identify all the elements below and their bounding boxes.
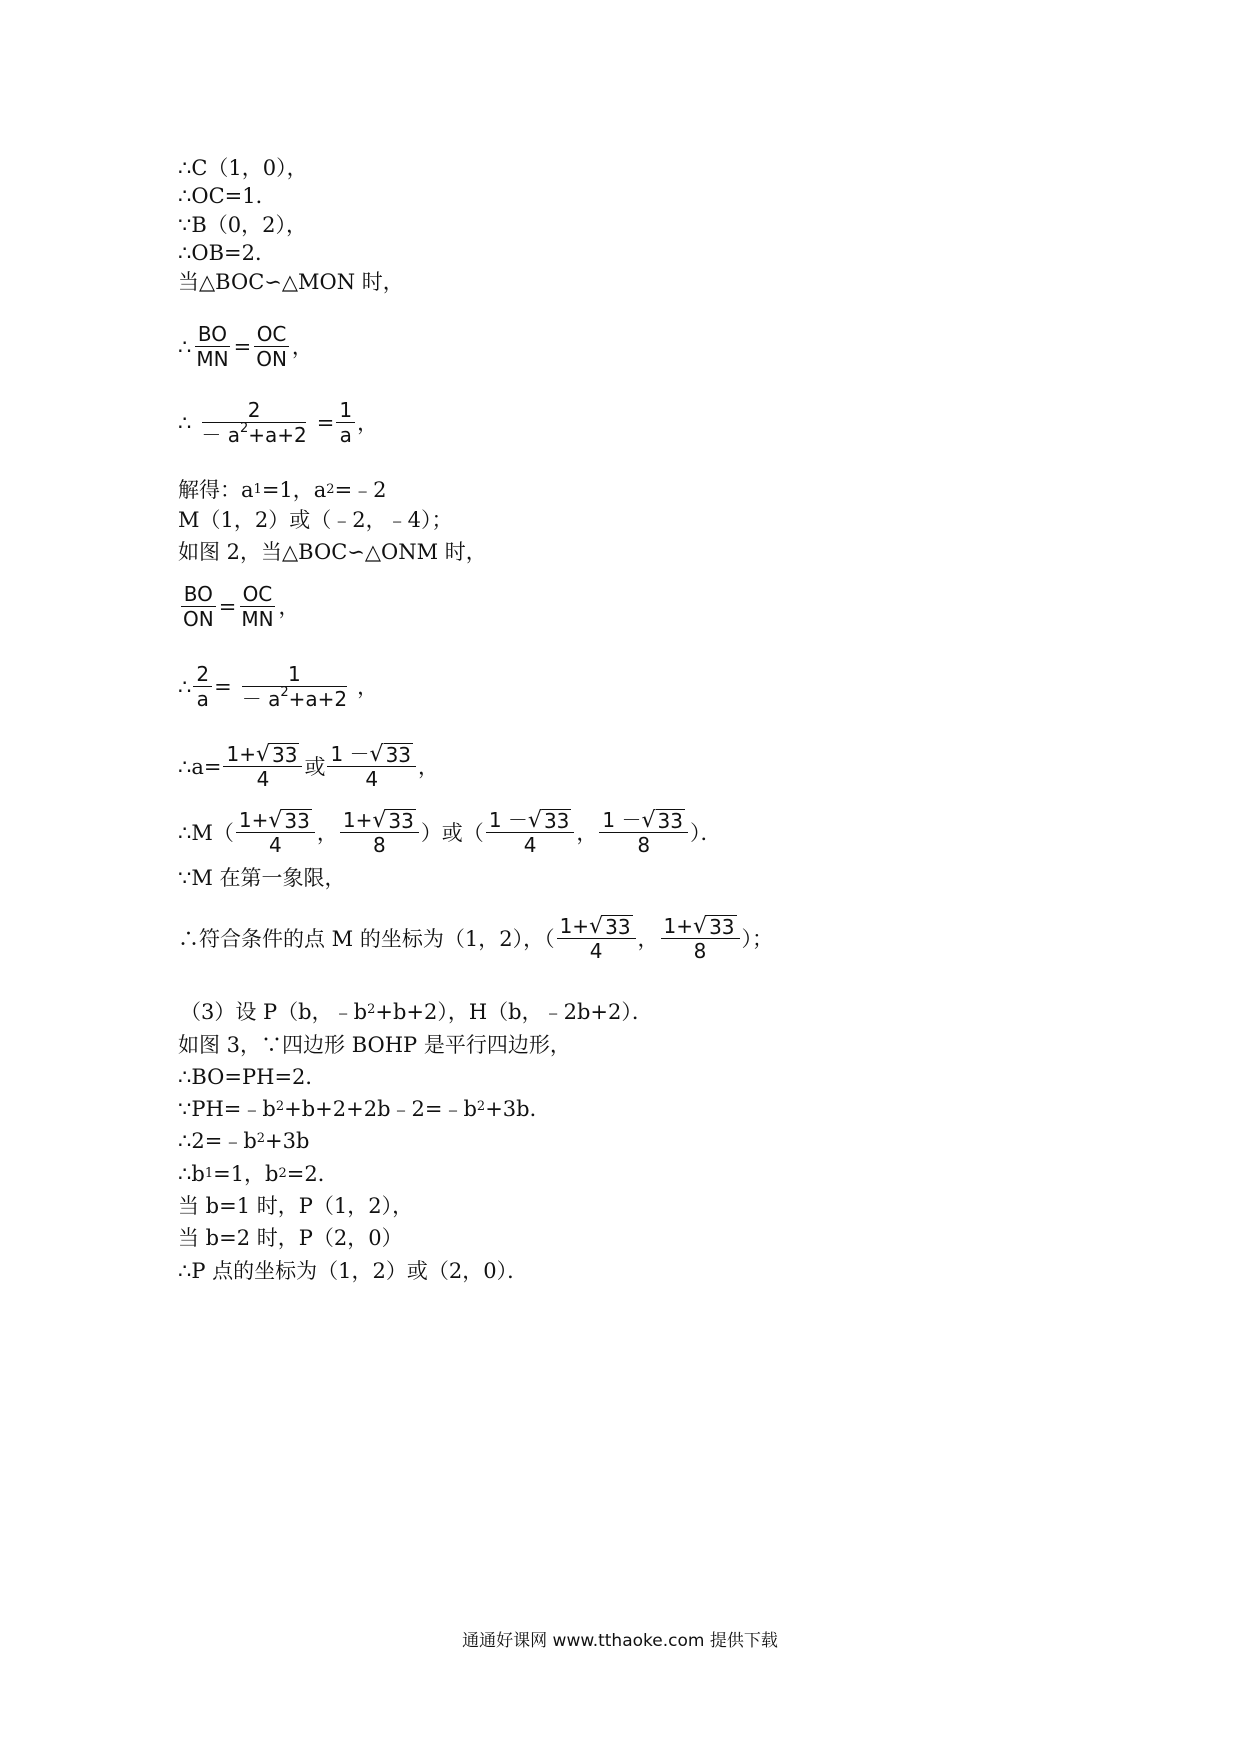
fraction: $\frac{BO}{MN}$ — [196, 322, 229, 371]
fraction: $\frac{1}{a}$ — [336, 398, 355, 447]
fraction: 1 － √ 33 8 — [599, 808, 688, 857]
sqrt: √ 33 — [369, 742, 412, 767]
equation-line: $\frac{BO}{ON}$ = $\frac{OC}{MN}$ ， — [178, 582, 300, 631]
fraction: 1+ √ 33 4 — [236, 808, 315, 857]
text-line: ∵PH=﹣b $^2$ +b+2+2b﹣2=﹣b $^2$ +3b． — [178, 1097, 551, 1121]
text-line: ∴OB=2． — [178, 241, 276, 265]
text-line: 如图 3，∵四边形 BOHP 是平行四边形， — [178, 1033, 571, 1057]
fraction: 1+ √ 33 8 — [661, 914, 740, 963]
text-line: 当 b=2 时，P（2，0） — [178, 1226, 403, 1250]
text-line: ∴b 1 =1，b 2 =2． — [178, 1162, 339, 1186]
text-line: 当 b=1 时，P（1，2）， — [178, 1194, 414, 1218]
equation-line: ∴符合条件的点 M 的坐标为（1，2），（ 1+ √ 33 4 ， 1+ √ 33 8 ）； — [178, 914, 774, 963]
sqrt: √ 33 — [372, 808, 414, 833]
text-line: ∴P 点的坐标为（1，2）或（2，0）． — [178, 1259, 529, 1283]
text-line: 当△BOC∽△MON 时， — [178, 270, 404, 294]
fraction: 1+ √ 33 8 — [340, 808, 419, 857]
text-line: ∵B（0，2）， — [178, 213, 308, 237]
fraction: 1 － √ 33 4 — [327, 742, 416, 791]
sqrt: √ 33 — [527, 808, 570, 833]
fraction: 1+ √ 33 4 — [557, 914, 636, 963]
text-line: ∴2=﹣b $^2$ +3b — [178, 1129, 310, 1153]
text-line: M（1，2）或（﹣2，﹣4）； — [178, 508, 453, 532]
equation-line: ∴ $\frac{2}{- a^2+a+2}$ = $\frac{1}{a}$ ， — [178, 398, 379, 447]
fraction: $\frac{2}{a}$ — [193, 662, 212, 711]
text-line: ∴BO=PH=2． — [178, 1065, 327, 1089]
page-footer: 通通好课网 www.tthaoke.com 提供下载 — [462, 1631, 778, 1651]
fraction: $\frac{2}{- a^2+a+2}$ — [201, 398, 307, 447]
fraction: $\frac{1}{- a^2+a+2}$ — [241, 662, 348, 711]
sqrt: √ 33 — [589, 914, 631, 939]
equation-line: ∴a= 1+ √ 33 4 或 1 － √ 33 4 ， — [178, 742, 440, 791]
text-line: ∴C（1，0）， — [178, 156, 308, 180]
text-line: （3）设 P（b，﹣b $^2$ +b+2），H（b，﹣2b+2）． — [180, 1000, 653, 1024]
text-line: ∴OC=1． — [178, 184, 277, 208]
fraction: $\frac{OC}{MN}$ — [241, 582, 274, 631]
equation-line: ∴M（ 1+ √ 33 4 ， 1+ √ 33 8 ）或（ 1 － √ 33 4 ， 1 － √ 33 8 ）． — [178, 808, 722, 857]
sqrt: √ 33 — [255, 742, 298, 767]
sqrt: √ 33 — [693, 914, 735, 939]
fraction: 1 － √ 33 4 — [486, 808, 575, 857]
equation-line: ∴ $\frac{2}{a}$ = $\frac{1}{- a^2+a+2}$ ， — [178, 662, 379, 711]
sqrt: √ 33 — [268, 808, 310, 833]
text-line: ∵M 在第一象限， — [178, 866, 346, 890]
fraction: $\frac{BO}{ON}$ — [180, 582, 217, 631]
text-line: 如图 2，当△BOC∽△ONM 时， — [178, 540, 487, 564]
fraction: 1+ √ 33 4 — [223, 742, 302, 791]
text-line: 解得：a 1 =1，a 2 =﹣2 — [178, 478, 387, 502]
equation-line: ∴ $\frac{BO}{MN}$ = $\frac{OC}{ON}$ ， — [178, 322, 313, 371]
fraction: $\frac{OC}{ON}$ — [253, 322, 290, 371]
sqrt: √ 33 — [641, 808, 683, 833]
